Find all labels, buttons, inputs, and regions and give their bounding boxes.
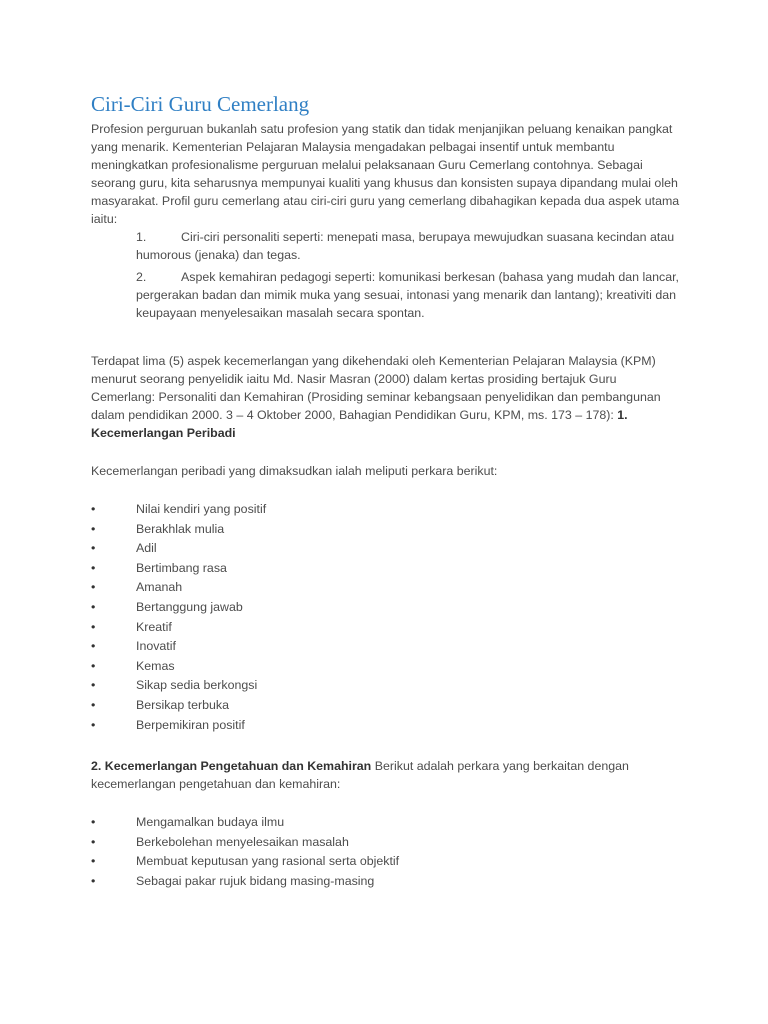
bullet-icon: • [91, 834, 96, 849]
bullet-icon: • [91, 502, 96, 516]
bullet-item [91, 833, 682, 853]
bullet-text: Amanah [136, 580, 183, 595]
excellence-paragraph [91, 352, 682, 442]
aspect-text: Aspek kemahiran pedagogi seperti: komunikasi berkesan (bahasa yang mudah dan lancar, pergerakan badan dan mimik muka yang sesuai, intonasi yang menarik dan lantang); kreativiti dan keupayaan menyelesaikan masalah secara spontan. [136, 270, 679, 320]
bullet-text: Nilai kendiri yang positif [136, 502, 267, 516]
bullet-text: Membuat keputusan yang rasional serta objektif [136, 854, 400, 869]
aspect-number: 2. [136, 270, 147, 284]
bullet-icon: • [91, 873, 96, 888]
bullet-icon: • [91, 658, 96, 673]
aspect-text: Ciri-ciri personaliti seperti: menepati masa, berupaya mewujudkan suasana kecindan atau humorous (jenaka) dan tegas. [136, 230, 675, 262]
bullet-text: Mengamalkan budaya ilmu [136, 815, 285, 830]
bullet-text: Berkebolehan menyelesaikan masalah [136, 834, 349, 849]
bullet-text: Berpemikiran positif [136, 717, 245, 732]
bullet-text: Inovatif [136, 639, 176, 654]
bullet-icon: • [91, 619, 96, 634]
bullet-item [91, 696, 682, 716]
intro-paragraph: Profesion perguruan bukanlah satu profesion yang statik dan tidak menjanjikan peluang kenaikan pangkat yang menarik. Kementerian Pelajaran Malaysia mengadakan pelbagai insentif untuk membantu meningkatkan profesionalisme perguruan melalui pelaksanaan Guru Cemerlang contohnya. Sebagai seorang guru, kita seharusnya mempunyai kualiti yang khusus dan konsisten supaya dipandang mulai oleh masyarakat. Profil guru cemerlang atau ciri-ciri guru yang cemerlang dibahagikan kepada dua aspek utama iaitu: [91, 122, 680, 226]
bullet-item [91, 657, 682, 677]
bullet-item [91, 618, 682, 638]
bullet-text: Sikap sedia berkongsi [136, 678, 258, 693]
aspect-item [136, 228, 682, 264]
aspect-item [136, 268, 682, 322]
bullet-item [91, 676, 682, 696]
bullet-item [91, 716, 682, 736]
document-title: Ciri-Ciri Guru Cemerlang [91, 92, 310, 116]
bullet-text: Adil [136, 541, 157, 556]
bullet-icon: • [91, 521, 96, 536]
bullet-text: Sebagai pakar rujuk bidang masing-masing [136, 873, 375, 888]
bullet-item [91, 852, 682, 872]
section1-intro: Kecemerlangan peribadi yang dimaksudkan ialah meliputi perkara berikut: [91, 464, 498, 478]
section2-bullet-list [91, 813, 682, 891]
bullet-item [91, 578, 682, 598]
bullet-icon: • [91, 678, 96, 693]
bullet-item [91, 500, 682, 520]
section2-intro: Berikut adalah perkara yang berkaitan dengan kecemerlangan pengetahuan dan kemahiran: [91, 759, 629, 792]
bullet-icon: • [91, 815, 96, 830]
bullet-text: Bersikap terbuka [136, 697, 229, 712]
section2-paragraph [91, 757, 682, 793]
bullet-item [91, 637, 682, 657]
bullet-item [91, 520, 682, 540]
aspect-list [91, 228, 682, 322]
bullet-item [91, 813, 682, 833]
bullet-icon: • [91, 541, 96, 556]
bullet-text: Kemas [136, 658, 175, 673]
bullet-item [91, 872, 682, 892]
excellence-text: Terdapat lima (5) aspek kecemerlangan yang dikehendaki oleh Kementerian Pelajaran Malaysia (KPM) menurut seorang penyelidik iaitu Md. Nasir Masran (2000) dalam kertas prosiding bertajuk Guru Cemerlang: Personaliti dan Kemahiran (Prosiding seminar kebangsaan penyelidikan dan pembangunan dalam pendidikan 2000. 3 – 4 Oktober 2000, Bahagian Pendidikan Guru, KPM, ms. 173 – 178): [91, 354, 661, 422]
bullet-icon: • [91, 560, 96, 575]
section2-heading: 2. Kecemerlangan Pengetahuan dan Kemahiran [91, 759, 372, 774]
bullet-icon: • [91, 639, 96, 654]
bullet-icon: • [91, 717, 96, 732]
section1-bullet-list [91, 500, 682, 735]
bullet-text: Bertanggung jawab [136, 599, 243, 614]
bullet-text: Berakhlak mulia [136, 521, 225, 536]
bullet-text: Bertimbang rasa [136, 560, 227, 575]
bullet-item [91, 559, 682, 579]
bullet-icon: • [91, 854, 96, 869]
section1-heading: 1. Kecemerlangan Peribadi [91, 408, 628, 440]
bullet-item [91, 598, 682, 618]
bullet-icon: • [91, 599, 96, 614]
bullet-text: Kreatif [136, 619, 172, 634]
bullet-icon: • [91, 697, 96, 712]
bullet-icon: • [91, 580, 96, 595]
aspect-number: 1. [136, 230, 147, 244]
bullet-item [91, 539, 682, 559]
